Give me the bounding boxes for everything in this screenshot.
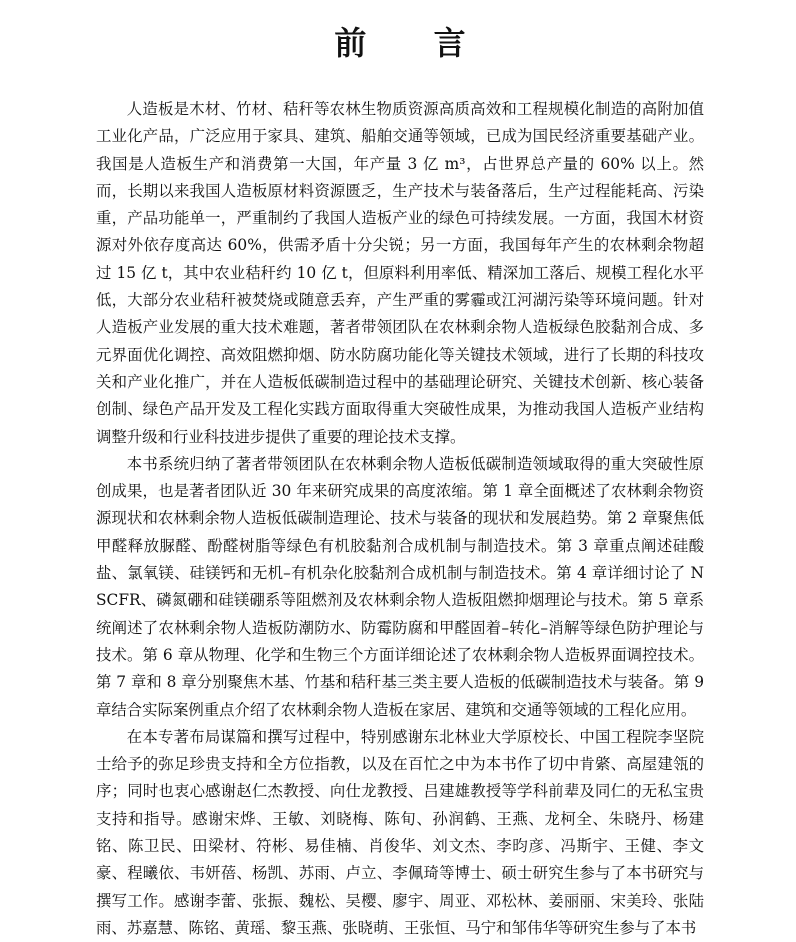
paragraph: 本书系统归纳了著者带领团队在农林剩余物人造板低碳制造领域取得的重大突破性原创成果，也是著者团队近 30 年来研究成果的高度浓缩。第 1 章全面概述了农林剩余物资源现状和农林剩余物人造板低碳制造理论、技术与装备的现状和发展趋势。第 2 章聚焦低甲醛释放脲醛、酚醛树脂等绿色有机胶黏剂合成机制与制造技术。第 3 章重点阐述硅酸盐、氯氧镁、硅镁钙和无机–有机杂化胶黏剂合成机制与制造技术。第 4 章详细讨论了 NSCFR、磷氮硼和硅镁硼系等阻燃剂及农林剩余物人造板阻燃抑烟理论与技术。第 5 章系统阐述了农林剩余物人造板防潮防水、防霉防腐和甲醛固着–转化–消解等绿色防护理论与技术。第 6 章从物理、化学和生物三个方面详细论述了农林剩余物人造板界面调控技术。第 7 章和 8 章分别聚焦木基、竹基和秸秆基三类主要人造板的低碳制造技术与装备。第 9 章结合实际案例重点介绍了农林剩余物人造板在家居、建筑和交通等领域的工程化应用。 bbox=[96, 454, 704, 719]
page-title: 前 言 bbox=[334, 24, 494, 62]
paragraph: 人造板是木材、竹材、秸秆等农林生物质资源高质高效和工程规模化制造的高附加值工业化产品，广泛应用于家具、建筑、船舶交通等领域，已成为国民经济重要基础产业。我国是人造板生产和消费第一大国，年产量 3 亿 m³，占世界总产量的 60% 以上。然而，长期以来我国人造板原材料资源匮乏，生产技术与装备落后，生产过程能耗高、污染重，产品功能单一，严重制约了我国人造板产业的绿色可持续发展。一方面，我国木材资源对外依存度高达 60%，供需矛盾十分尖锐；另一方面，我国每年产生的农林剩余物超过 15 亿 t，其中农业秸秆约 10 亿 t，但原料利用率低、精深加工落后、规模工程化水平低，大部分农业秸秆被焚烧或随意丢弃，产生严重的雾霾或江河湖污染等环境问题。针对人造板产业发展的重大技术难题，著者带领团队在农林剩余物人造板绿色胶黏剂合成、多元界面优化调控、高效阻燃抑烟、防水防腐功能化等关键技术领域，进行了长期的科技攻关和产业化推广，并在人造板低碳制造过程中的基础理论研究、关键技术创新、核心装备创制、绿色产品开发及工程化实践方面取得重大突破性成果，为推动我国人造板产业结构调整升级和行业科技进步提供了重要的理论技术支撑。 bbox=[96, 100, 704, 446]
paragraph: 在本专著布局谋篇和撰写过程中，特别感谢东北林业大学原校长、中国工程院李坚院士给予的弥足珍贵支持和全方位指教，以及在百忙之中为本书作了切中肯綮、高屋建瓴的序；同时也衷心感谢赵仁杰教授、向仕龙教授、吕建雄教授等学科前辈及同仁的无私宝贵支持和指导。感谢宋烨、王敏、刘晓梅、陈旬、孙润鹤、王燕、龙柯全、朱晓丹、杨建铭、陈卫民、田梁材、符彬、易佳楠、肖俊华、刘文杰、李昀彦、冯斯宇、王健、李文豪、程曦依、韦妍蓓、杨凯、苏雨、卢立、李佩琦等博士、硕士研究生参与了本书研究与撰写工作。感谢李蕾、张振、魏松、吴樱、廖宇、周亚、邓松林、姜丽丽、宋美玲、张陆雨、苏嘉慧、陈铭、黄瑶、黎玉燕、张晓萌、王张恒、马宁和邹伟华等研究生参与了本书 bbox=[96, 727, 704, 937]
